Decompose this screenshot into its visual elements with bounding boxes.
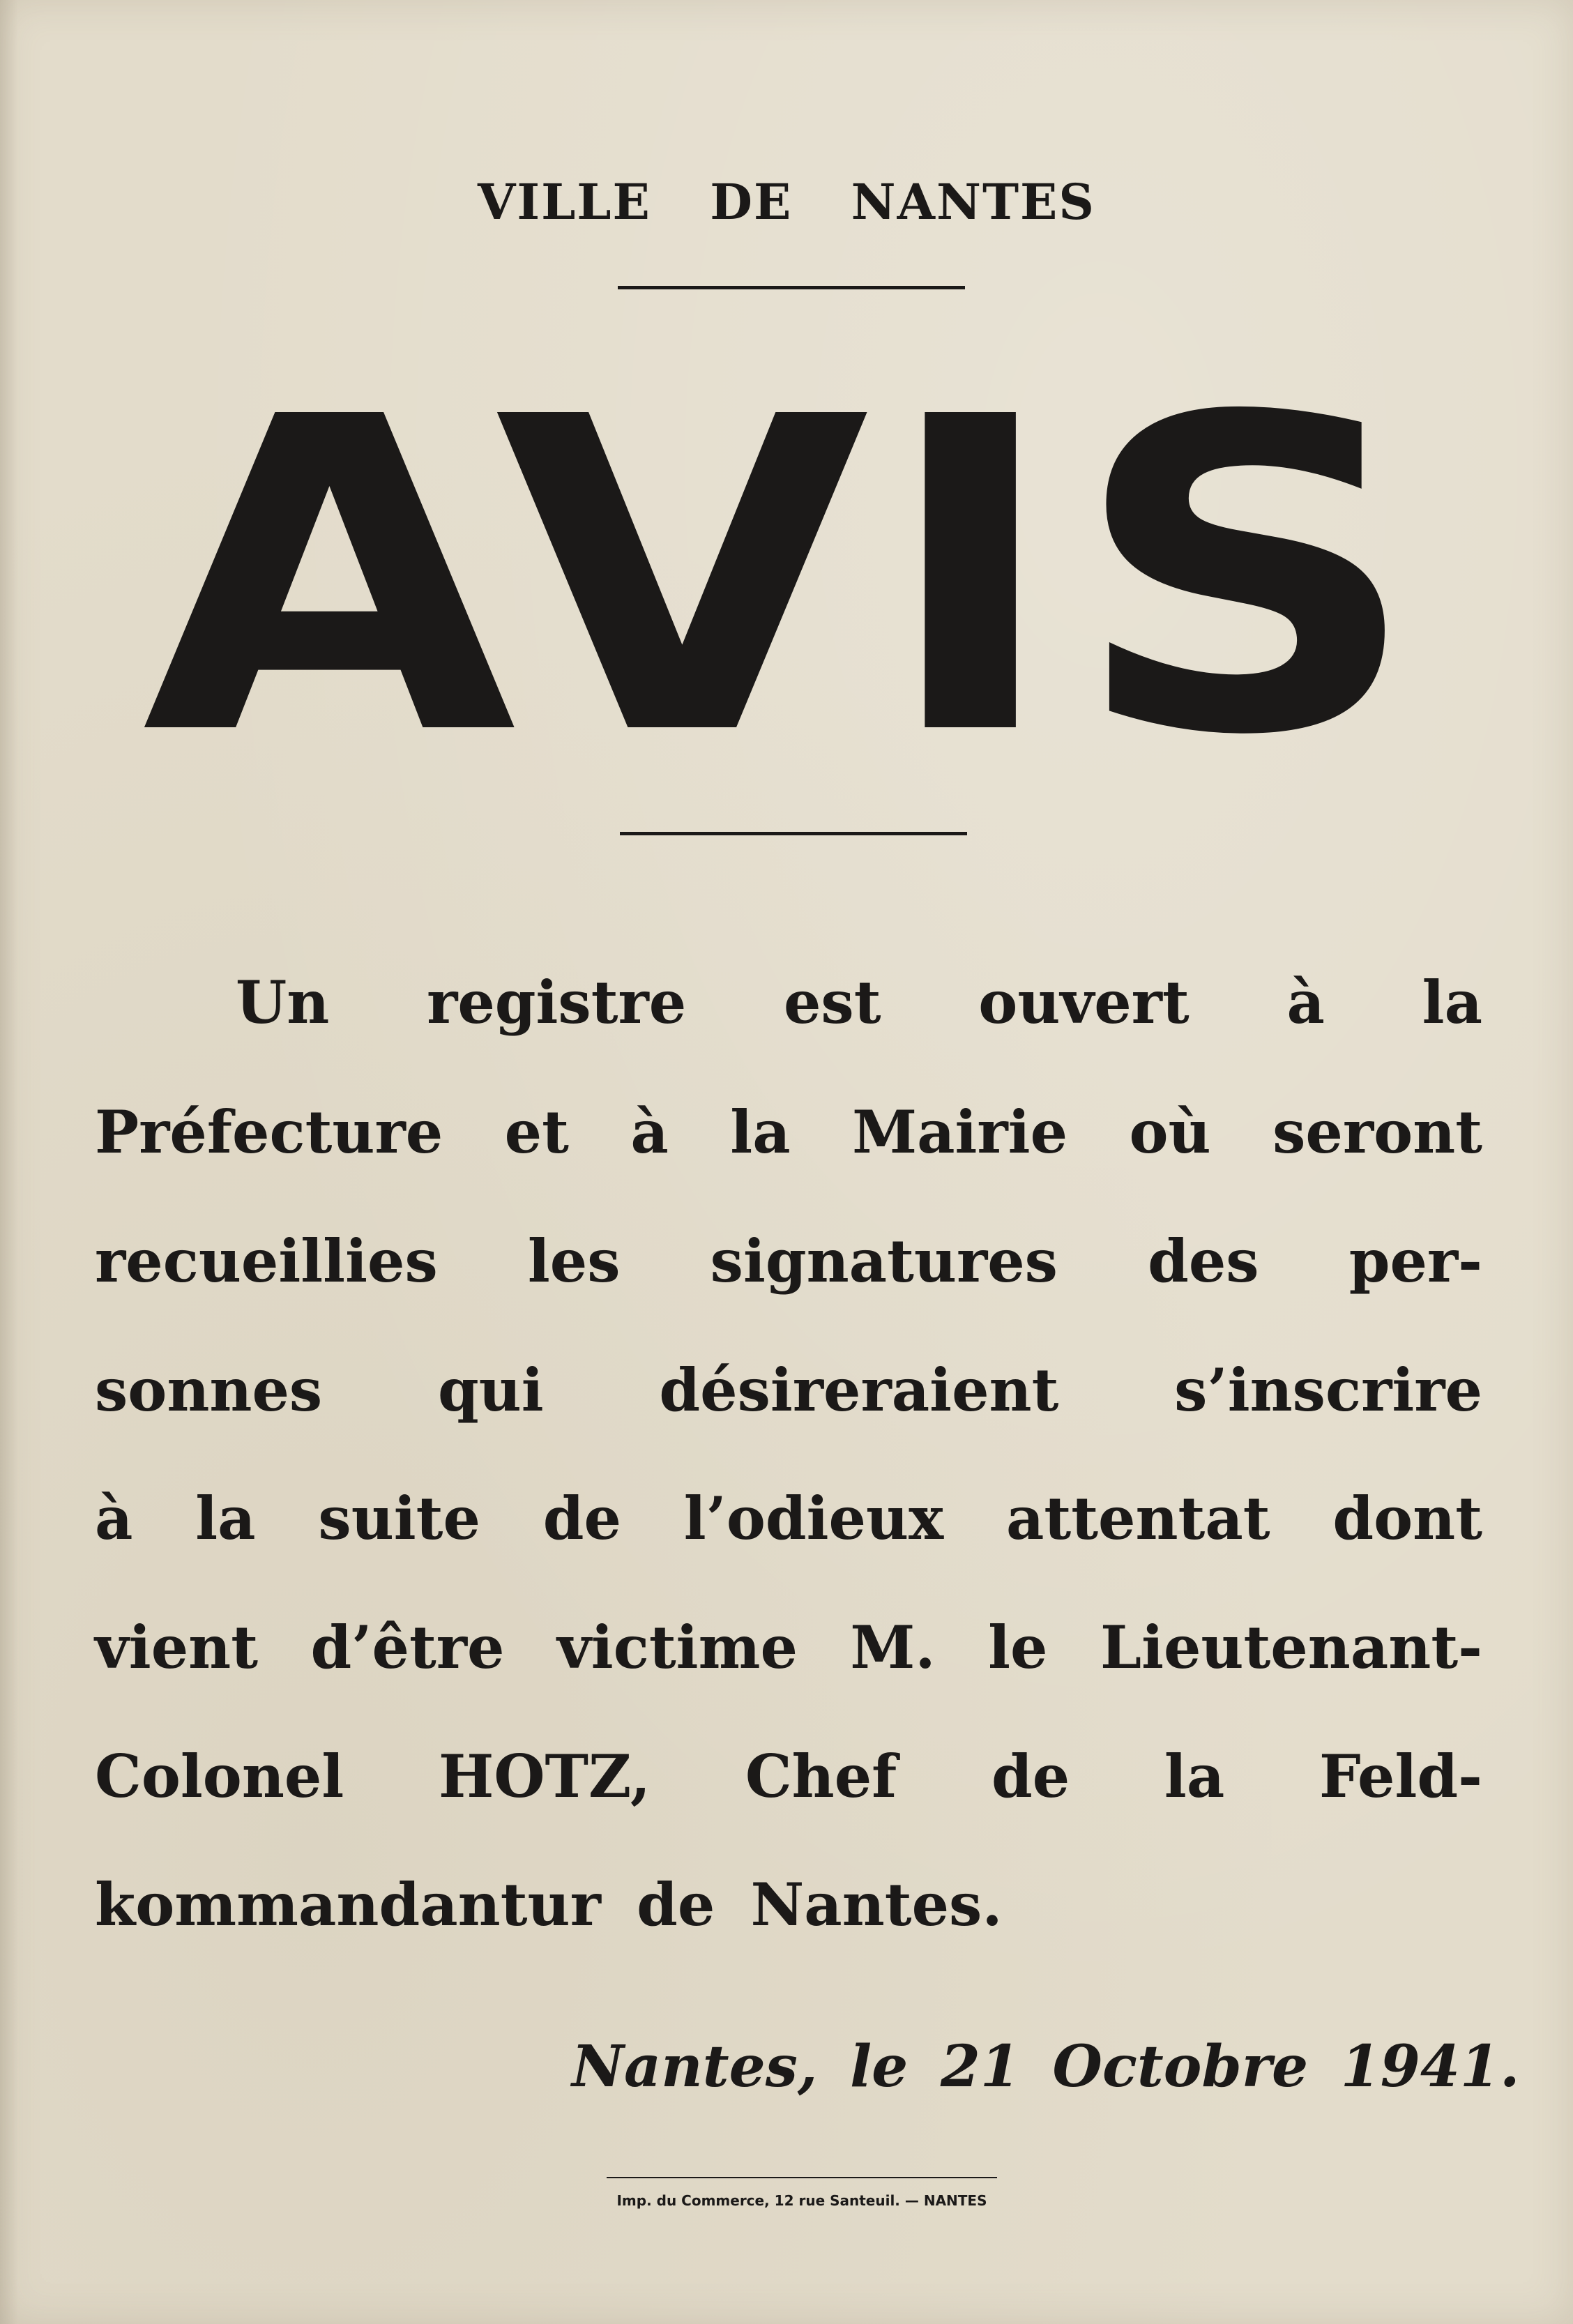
body-line: recueillies les signatures des per- (95, 1226, 1482, 1296)
body-line: kommandantur de Nantes. (95, 1870, 1003, 1939)
body-line: à la suite de l’odieux attentat dont (95, 1484, 1482, 1553)
body-line: vient d’être victime M. le Lieutenant- (95, 1613, 1482, 1682)
body-line: Préfecture et à la Mairie où seront (95, 1098, 1482, 1167)
imprint-divider (607, 2177, 997, 2178)
body-line: sonnes qui désireraient s’inscrire (95, 1355, 1482, 1425)
header-divider (618, 286, 965, 289)
dateline: Nantes, le 21 Octobre 1941. (572, 2033, 1520, 2100)
printer-imprint: Imp. du Commerce, 12 rue Santeuil. — NANTES (616, 2192, 987, 2209)
body-line: Un registre est ouvert à la (236, 968, 1482, 1037)
body-line: Colonel HOTZ, Chef de la Feld- (95, 1742, 1482, 1811)
paper-edge-shadow (0, 0, 18, 2324)
page-title: AVIS (142, 327, 1431, 830)
title-divider (620, 832, 967, 835)
header-ville-de-nantes: VILLE DE NANTES (478, 173, 1095, 231)
